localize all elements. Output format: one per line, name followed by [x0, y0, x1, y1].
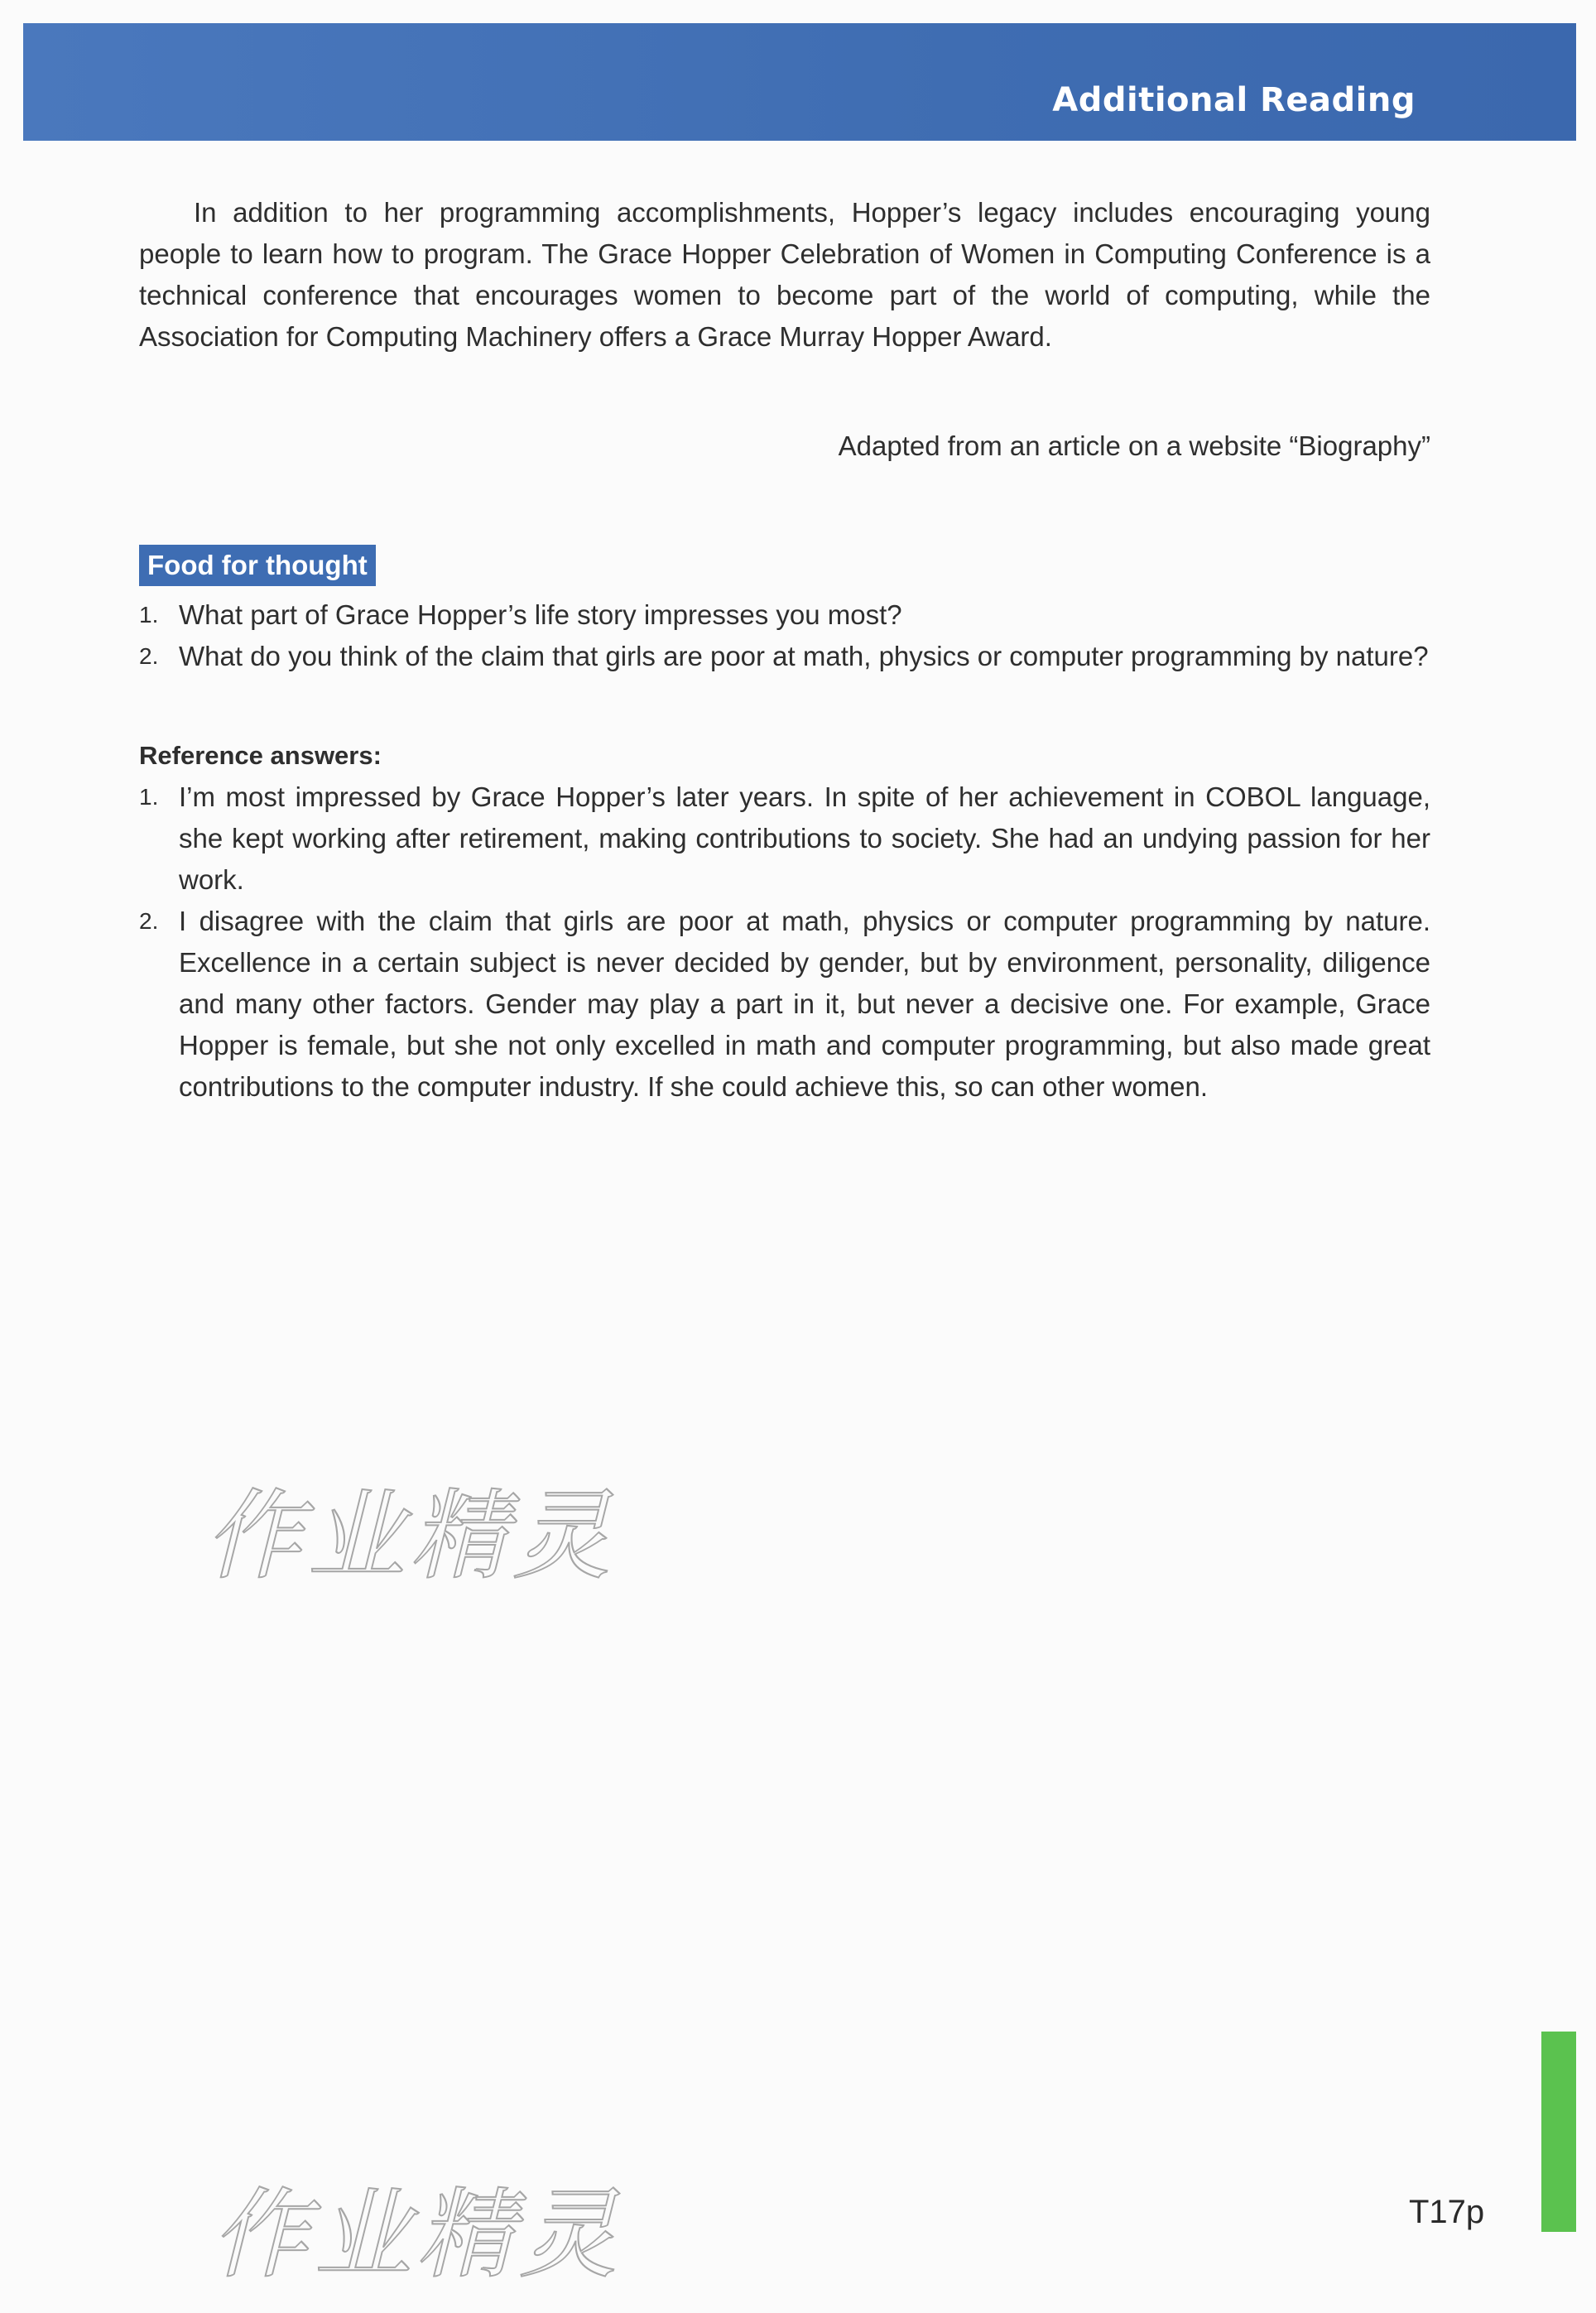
- article-source: Adapted from an article on a website “Biography”: [838, 430, 1430, 461]
- question-item: [139, 636, 1430, 677]
- page-number: T17p: [1409, 2194, 1485, 2230]
- answer-item: [139, 901, 1430, 1108]
- reference-answers-heading: Reference answers:: [139, 741, 382, 770]
- watermark: 作业精灵: [205, 2177, 645, 2291]
- answer-number: 2.: [139, 908, 159, 934]
- question-text: What do you think of the claim that girls are poor at math, physics or computer programming by nature?: [179, 641, 1429, 671]
- question-list: [139, 594, 1430, 677]
- question-text: What part of Grace Hopper’s life story impresses you most?: [179, 599, 902, 630]
- question-item: [139, 594, 1430, 636]
- question-number: 2.: [139, 643, 159, 669]
- watermark: 作业精灵: [199, 1479, 638, 1593]
- section-title: Additional Reading: [1052, 81, 1416, 119]
- food-for-thought-label: Food for thought: [139, 545, 376, 586]
- answer-number: 1.: [139, 784, 159, 810]
- question-number: 1.: [139, 602, 159, 628]
- answer-list: [139, 777, 1430, 1108]
- article-paragraph: In addition to her programming accomplishments, Hopper’s legacy includes encouraging young people to learn how to program. The Grace Hopper Celebration of Women in Computing Conference is a technical conference that encourages women to become part of the world of computing, while the Association for Computing Machinery offers a Grace Murray Hopper Award.: [139, 197, 1430, 352]
- page-edge-tab: [1541, 2032, 1576, 2232]
- answer-text: I’m most impressed by Grace Hopper’s later years. In spite of her achievement in COBOL language, she kept working after retirement, making contributions to society. She had an undying passion for her work.: [179, 781, 1430, 895]
- answer-text: I disagree with the claim that girls are poor at math, physics or computer programming by nature. Excellence in a certain subject is never decided by gender, but by environment, personality, diligence and many other factors. Gender may play a part in it, but never a decisive one. For example, Grace Hopper is female, but she not only excelled in math and computer programming, but also made great contributions to the computer industry. If she could achieve this, so can other women.: [179, 906, 1430, 1102]
- answer-item: [139, 777, 1430, 901]
